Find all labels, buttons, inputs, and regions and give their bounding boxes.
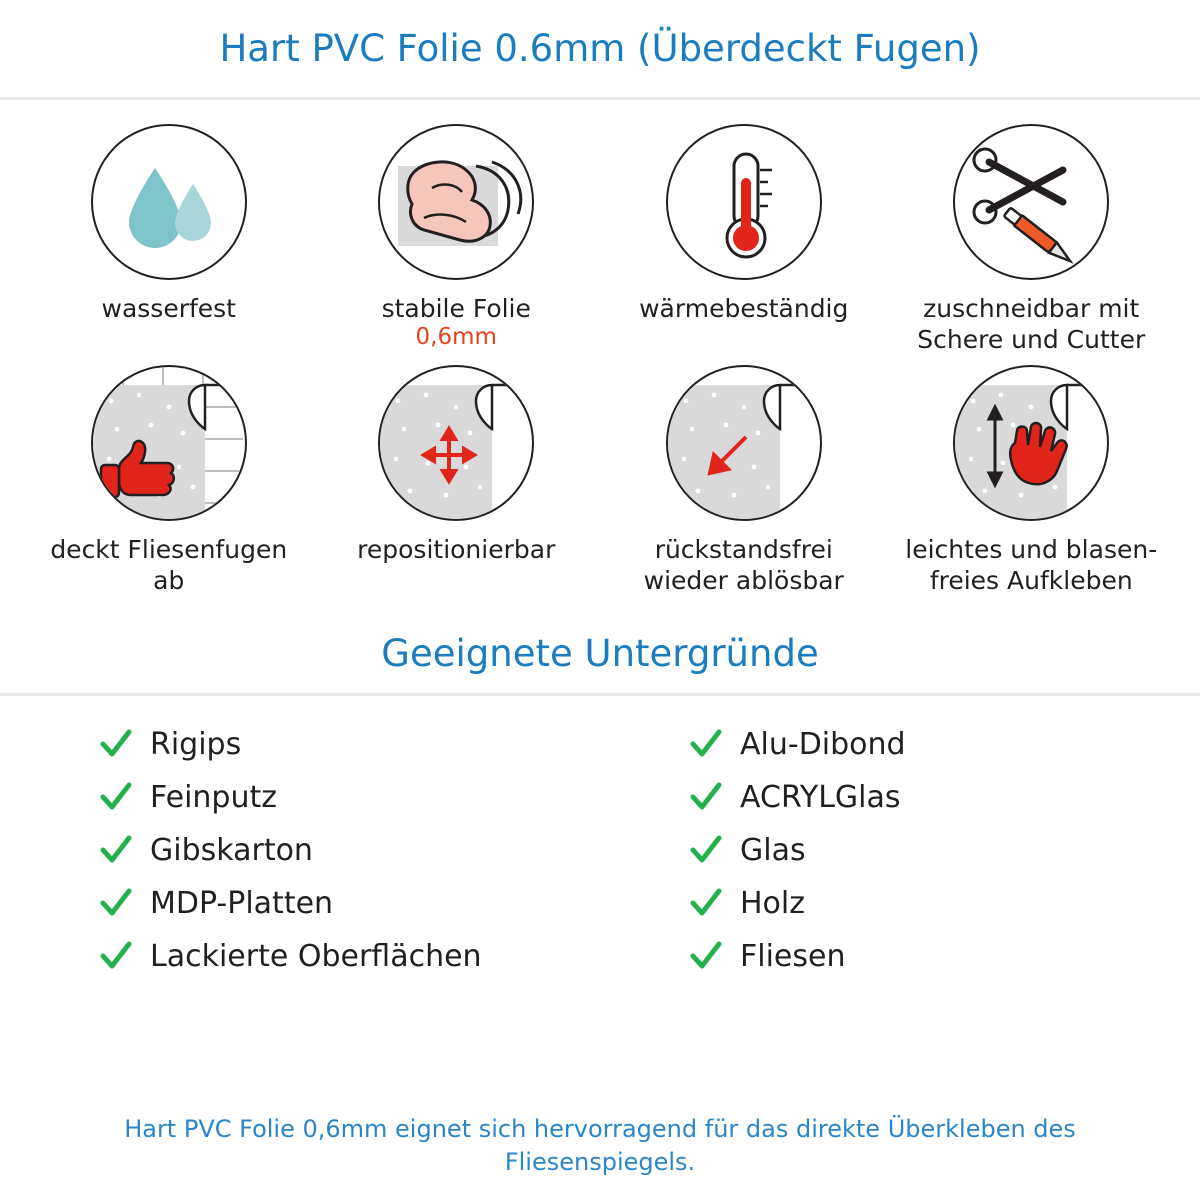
feature-item	[30, 124, 308, 355]
feature-item	[30, 365, 308, 596]
move-arrows-icon	[378, 365, 534, 521]
list-item	[100, 828, 600, 872]
list-item	[690, 881, 1100, 925]
feature-item	[893, 365, 1171, 596]
feature-label: deckt Fliesenfugen ab	[50, 535, 288, 595]
scissors-cutter-icon	[953, 124, 1109, 280]
substrate-column-left	[100, 722, 600, 978]
check-icon	[100, 834, 132, 866]
list-item-label: Fliesen	[740, 938, 846, 974]
list-item	[100, 881, 600, 925]
list-item-label: MDP-Platten	[150, 885, 334, 921]
feature-item	[318, 124, 596, 355]
check-icon	[100, 887, 132, 919]
header	[0, 0, 1200, 100]
substrate-column-right	[600, 722, 1100, 978]
feature-label: wärmebeständig	[639, 294, 849, 323]
list-item-label: Alu-Dibond	[740, 726, 906, 762]
thermometer-icon	[666, 124, 822, 280]
list-item-label: Rigips	[150, 726, 242, 762]
list-item	[690, 775, 1100, 819]
thumbs-up-tiles-icon	[91, 365, 247, 521]
feature-item	[605, 124, 883, 355]
list-item-label: Holz	[740, 885, 805, 921]
hand-smooth-icon	[953, 365, 1109, 521]
list-item-label: Lackierte Oberflächen	[150, 938, 482, 974]
list-item	[100, 934, 600, 978]
check-icon	[690, 940, 722, 972]
feature-item	[893, 124, 1171, 355]
flexing-arm-icon	[378, 124, 534, 280]
feature-label: rückstandsfrei wieder ablösbar	[643, 535, 844, 595]
footer-note: Hart PVC Folie 0,6mm eignet sich hervorragend für das direkte Überkleben des Fliesenspiegels.	[124, 1115, 1076, 1176]
peel-arrow-icon	[666, 365, 822, 521]
feature-label: repositionierbar	[357, 535, 556, 564]
list-item-label: Glas	[740, 832, 806, 868]
feature-grid	[0, 100, 1200, 596]
check-icon	[690, 781, 722, 813]
feature-sublabel: 0,6mm	[415, 324, 497, 350]
check-icon	[100, 940, 132, 972]
section-title: Geeignete Untergründe	[381, 632, 819, 675]
list-item-label: Feinputz	[150, 779, 277, 815]
feature-label: zuschneidbar mit Schere und Cutter	[917, 294, 1146, 354]
list-item-label: ACRYLGlas	[740, 779, 901, 815]
feature-item	[318, 365, 596, 596]
check-icon	[100, 781, 132, 813]
list-item	[100, 775, 600, 819]
feature-label: leichtes und blasen- freies Aufkleben	[905, 535, 1158, 595]
check-icon	[690, 728, 722, 760]
list-item-label: Gibskarton	[150, 832, 313, 868]
section-header	[0, 632, 1200, 696]
list-item	[690, 722, 1100, 766]
page-title: Hart PVC Folie 0.6mm (Überdeckt Fugen)	[219, 27, 981, 70]
substrate-list	[0, 722, 1200, 978]
check-icon	[690, 887, 722, 919]
list-item	[690, 934, 1100, 978]
feature-item	[605, 365, 883, 596]
list-item	[690, 828, 1100, 872]
feature-label: wasserfest	[101, 294, 236, 323]
feature-label: stabile Folie	[381, 294, 531, 323]
check-icon	[690, 834, 722, 866]
water-drops-icon	[91, 124, 247, 280]
list-item	[100, 722, 600, 766]
check-icon	[100, 728, 132, 760]
